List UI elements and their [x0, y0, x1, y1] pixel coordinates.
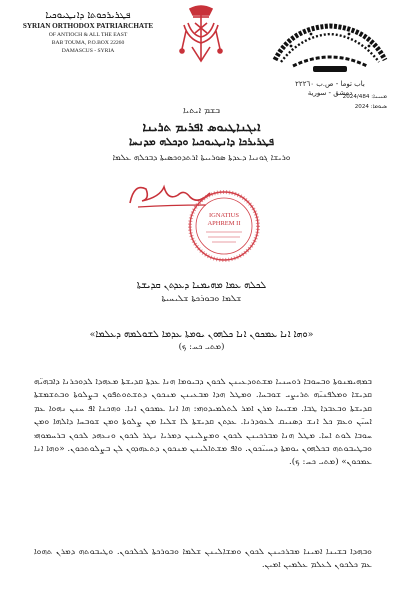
patriarchate-emblem — [178, 3, 224, 65]
scripture-quote: «ܘܗܐ ܐܢܐ ܥܡܟܘܢ ܐܢܐ ܟܠܗܘܢ ܝܘܡܬܐ ܥܕܡܐ ܠܫܘܠܡܗ ܕܥܠܡܐ» — [89, 329, 314, 340]
patriarchate-name-line1: SYRIAN ORTHODOX PATRIARCHATE — [22, 22, 154, 30]
scripture-reference: (ܡܬܝ ܟܚ: ܟ) — [178, 342, 225, 352]
address-to-faithful: ܠܟܠܗ ܥܡܐ ܡܗܝܡܢܐ ܕܥܕܬܢ ܩܕܝܫܬܐ — [136, 280, 267, 291]
heading-patriarch-title: ܦܛܪܝܪܟܐ ܕܐܢܛܝܘܟܝܐ ܘܕܟܠܗ ܡܕܢܚܐ — [129, 136, 274, 148]
heading-invocation: ܒܫܡ ܐܝܬܝܐ — [182, 106, 221, 116]
seal-text-line2: APHREM II — [207, 220, 241, 227]
reference-number: 2024/484 :ܡܢܝܢܐ — [342, 94, 387, 100]
arabic-address-line1: باب توما - ص.ب ٢٢٢٦٠ — [295, 80, 365, 88]
arabic-calligraphy-logo — [271, 22, 389, 76]
patriarchate-header-right — [271, 22, 389, 98]
patriarchate-name-line2: OF ANTIOCH & ALL THE EAST — [48, 32, 128, 38]
body-paragraph-1: ܒܡܗܝܡܢܘܬܐ ܘܒܚܘܒܐ ܪܘܚܢܝܐ ܡܫܬܘܕܥܝܢܢ ܠܟܘܢ ܕܒܝܘܡܐ ܗܢܐ ܥܕܬܐ ܩܕܝܫܬܐ ܡܥܗܕܐ ܠܕܘܟܪܢܐ ܕܐܒܗܝ̈ܗ ܩܕܝܫܐ ܘܡܠܦܢܝ̈ܗ ܬܪܝܨܝ ܫܘܒܚܐ. ܘܡܛܠ ܗܕܐ ܡܒܥܝܢܢ ܡܢܟܘܢ ܕܬܫܬܘܬܦܘܢ ܒܨܠܘܬܐ ܘܒܬܫܡܫܬܐ ܩܕܝܫܬܐ ܘܒܥܒܕܐ ܛܒܐ. ܡܫܝܚܐ ܡܪܢ ܐܡܪ ܠܬܠܡܝܕܘܗܝ: ܗܐ ܐܢܐ ܥܡܟܘܢ ܐܢܐ. ܘܗܟܢܐ ܐܦ ܚܢܢ ܢܗܘܐ ܥܡ ܐܚܝ̈ܢ ܘܥܡ ܟܠ ܐܢܫ ܕܣܢܝܩ ܠܥܘܕܪܢܐ. ܥܕܬܢ ܩܕܝܫܬܐ ܠܐ ܫܠܝܐ ܡܢ ܨܠܘܬܐ ܘܡܢ ܫܘܒܚܐ ܕܐܠܗܐ ܘܡܢ ܚܘܒܐ ܠܘܬ ܐܚܐ. ܡܛܠ ܗܢܐ ܡܒܪܟܝܢܢ ܠܟܘܢ ܘܡܨܠܝܢܢ ܕܡܪܝܐ ܢܛܪ ܠܟܘܢ ܘܢܥܗܕ ܠܟܘܢ ܒܪܚܡܘܗܝ ܘܒܛܝܒܘܬܗ ܒܟܠܗܘܢ ܝܘܡܬܐ ܕܚܝܝ̈ܟܘܢ. ܘܐܦ ܡܫܬܐܠܝܢܢ ܡܢܟܘܢ ܕܬܥܗܕܘܢ ܠܢ ܒܨܠܘܬܟܘܢ. «ܘܗܐ ܐܢܐ ܥܡܟܘܢ» (ܡܬܝ ܟܚ: ܟ). — [34, 377, 372, 468]
syriac-patriarchate-title: ܦܛܪܝܪܟܘܬܐ ܕܐܢܛܝܘܟܝܐ — [45, 10, 131, 21]
patriarchal-seal — [188, 190, 260, 262]
heading-patriarch-name: ܐܝܓܢܐܛܝܘܣ ܐܦܪܝܡ ܬܪܝܢܐ — [142, 120, 261, 134]
body-paragraph-2: ܘܒܗܕܐ ܒܫܝܢܐ ܐܡܝܢܐ ܡܒܪܟܝܢܢ ܠܟܘܢ ܘܡܫܐܠܝܢܢ ܫܠܡܐ ܘܒܘܪܟܬܐ ܠܟܠܟܘܢ. ܘܛܝܒܘܬܗ ܕܡܪܢ ܬܗܘܐ ܥܡ ܟܠܟܘܢ ܠܥܠܡ ܥܠܡܝܢ ܐܡܝܢ. — [34, 547, 372, 571]
apostolic-greeting: ܫܠܡܐ ܘܒܘܪܟܬܐ ܫܠܝܚܝܬܐ — [161, 294, 242, 304]
seal-text-line1: IGNATIUS — [209, 212, 239, 219]
address-line2: DAMASCUS - SYRIA — [61, 48, 115, 54]
patriarchate-header-left — [18, 10, 158, 55]
reference-date: 2024 :ܣܝܘܡܐ — [354, 104, 387, 110]
address-line1: BAB TOUMA, P.O.BOX 22260 — [51, 40, 125, 46]
arabic-address-line2: دمشق - سورية — [307, 89, 353, 97]
heading-church-title: ܘܪܝܫܐ ܓܘܢܝܐ ܕܥܕܬܐ ܣܘܪܝܝܬܐ ܐܪܬܕܘܟܣܝܬܐ ܕܒܟܠܗ ܥܠܡܐ — [112, 153, 291, 163]
